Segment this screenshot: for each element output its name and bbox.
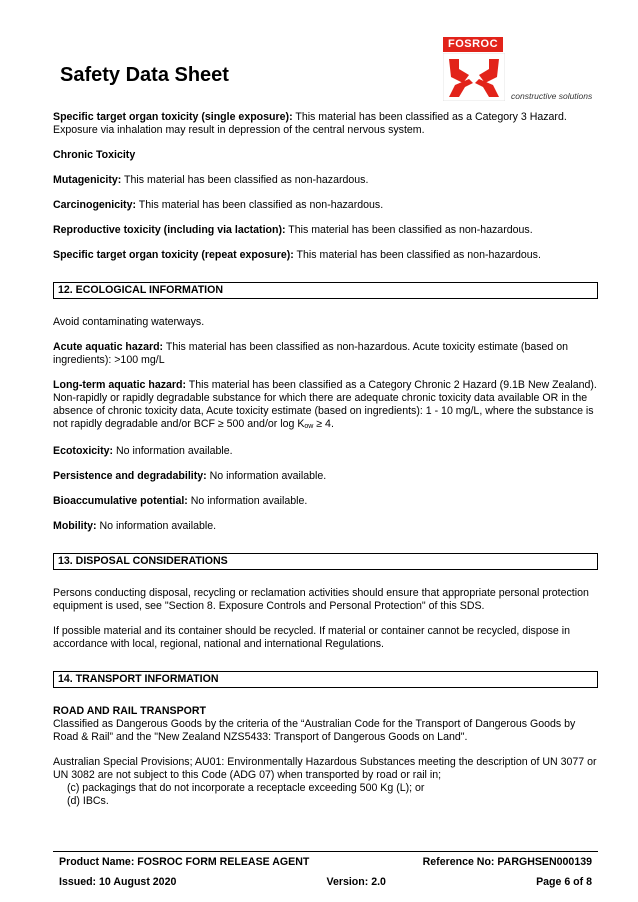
disposal-paragraph-1: Persons conducting disposal, recycling or reclamation activities should ensure that appropriate personal protection equipment is used, see "Section 8. Exposure Controls and Personal Protection" of this SDS. xyxy=(53,587,589,612)
fosroc-logo xyxy=(443,37,598,103)
footer-row-1 xyxy=(53,855,598,869)
list-item: (c) packagings that do not incorporate a receptacle exceeding 500 Kg (L); or xyxy=(67,782,425,794)
fosroc-mark-icon xyxy=(443,53,505,101)
road-rail-block xyxy=(53,705,598,744)
page-number: Page 6 of 8 xyxy=(536,876,592,888)
section-14-header: 14. TRANSPORT INFORMATION xyxy=(53,671,598,688)
stot-repeat-text: This material has been classified as non-hazardous. xyxy=(293,249,541,261)
section-13-header: 13. DISPOSAL CONSIDERATIONS xyxy=(53,553,598,570)
reference-number: Reference No: PARGHSEN000139 xyxy=(422,856,592,868)
stot-single-text: This material has been classified as a Category 3 Hazard. Exposure via inhalation may result in depression of the central nervous system. xyxy=(53,111,567,136)
page-title: Safety Data Sheet xyxy=(60,64,229,86)
carcinogenicity-label: Carcinogenicity: xyxy=(53,199,137,211)
mutagenicity-label: Mutagenicity: xyxy=(53,174,122,186)
logo-tagline: constructive solutions xyxy=(511,91,593,101)
reproductive-text: This material has been classified as non-hazardous. xyxy=(285,224,533,236)
bioaccumulative-text: No information available. xyxy=(187,495,308,507)
ecotoxicity-label: Ecotoxicity: xyxy=(53,445,114,457)
mutagenicity-paragraph xyxy=(53,174,598,187)
long-term-aquatic-text: This material has been classified as a Category Chronic 2 Hazard (9.1B New Zealand). Non-rapidly or rapidly degradable substance for which there are adequate chronic toxicity data available OR in the absence of chronic toxicity data, Acute toxicity estimate (based on ingredients): 1 - 10 mg/L, where the substance is not rapidly degradable and/or BCF ≥ 500 and/or log K xyxy=(53,379,597,430)
mobility-label: Mobility: xyxy=(53,520,97,532)
bioaccumulative-label: Bioaccumulative potential: xyxy=(53,495,188,507)
ecotoxicity-paragraph xyxy=(53,445,598,458)
persistence-text: No information available. xyxy=(206,470,327,482)
reproductive-label: Reproductive toxicity (including via lactation): xyxy=(53,224,286,236)
document-body xyxy=(53,111,598,808)
kow-subscript: ow xyxy=(304,423,314,430)
transport-paragraph-1: Classified as Dangerous Goods by the criteria of the “Australian Code for the Transport of Dangerous Goods by Road & Rail” and the "New Zealand NZS5433: Transport of Dangerous Goods on Land". xyxy=(53,718,576,743)
stot-single-label: Specific target organ toxicity (single exposure): xyxy=(53,111,293,123)
transport-paragraph-2: Australian Special Provisions; AU01: Environmentally Hazardous Substances meeting the description of UN 3077 or UN 3082 are not subject to this Code (ADG 07) when transported by road or rail in; xyxy=(53,756,597,781)
acute-aquatic-paragraph xyxy=(53,341,598,367)
carcinogenicity-text: This material has been classified as non-hazardous. xyxy=(136,199,384,211)
stot-repeat-label: Specific target organ toxicity (repeat exposure): xyxy=(53,249,294,261)
persistence-label: Persistence and degradability: xyxy=(53,470,207,482)
mutagenicity-text: This material has been classified as non-hazardous. xyxy=(121,174,369,186)
section-12-header: 12. ECOLOGICAL INFORMATION xyxy=(53,282,598,299)
chronic-toxicity-label: Chronic Toxicity xyxy=(53,149,136,161)
footer-divider xyxy=(53,851,598,852)
chronic-toxicity-heading xyxy=(53,149,598,162)
provisions-list xyxy=(67,782,598,808)
issued-date: Issued: 10 August 2020 xyxy=(59,876,177,888)
logo-wordmark: FOSROC xyxy=(443,37,503,52)
reproductive-paragraph xyxy=(53,224,598,237)
footer-row-2 xyxy=(53,875,598,889)
long-term-aquatic-tail: ≥ 4. xyxy=(313,418,334,430)
long-term-aquatic-label: Long-term aquatic hazard: xyxy=(53,379,187,391)
road-rail-heading: ROAD AND RAIL TRANSPORT xyxy=(53,705,207,717)
acute-aquatic-text: This material has been classified as non-hazardous. Acute toxicity estimate (based on ingredients): >100 mg/L xyxy=(53,341,569,366)
bioaccumulative-paragraph xyxy=(53,495,598,508)
mobility-text: No information available. xyxy=(96,520,217,532)
product-name: Product Name: FOSROC FORM RELEASE AGENT xyxy=(59,856,310,868)
version: Version: 2.0 xyxy=(326,876,386,888)
carcinogenicity-paragraph xyxy=(53,199,598,212)
persistence-paragraph xyxy=(53,470,598,483)
waterways-paragraph: Avoid contaminating waterways. xyxy=(53,316,205,328)
ecotoxicity-text: No information available. xyxy=(113,445,233,457)
disposal-paragraph-2: If possible material and its container should be recycled. If material or container cannot be recycled, dispose in accordance with local, regional, national and international Regulations. xyxy=(53,625,571,650)
page-footer xyxy=(53,851,598,889)
list-item: (d) IBCs. xyxy=(67,795,109,807)
acute-aquatic-label: Acute aquatic hazard: xyxy=(53,341,164,353)
long-term-aquatic-paragraph xyxy=(53,379,598,433)
mobility-paragraph xyxy=(53,520,598,533)
stot-repeat-paragraph xyxy=(53,249,598,262)
stot-single-paragraph xyxy=(53,111,598,137)
